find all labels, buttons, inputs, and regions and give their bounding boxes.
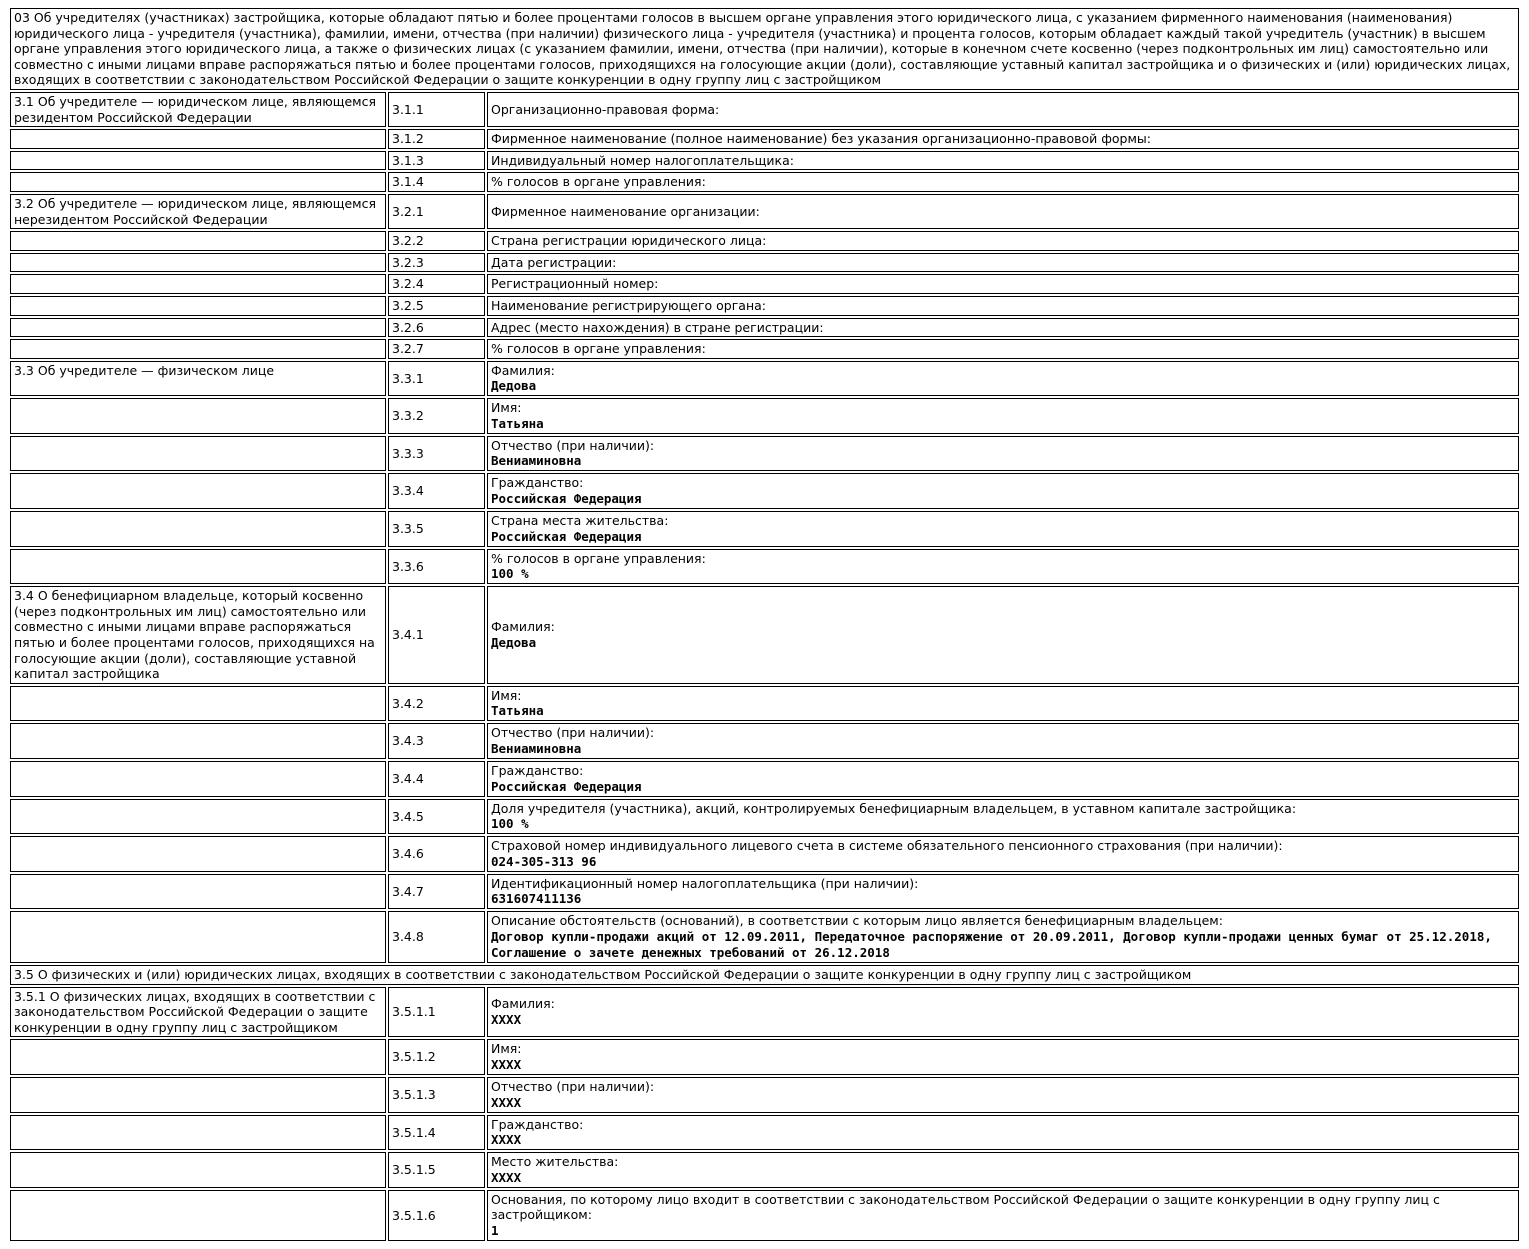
section-description-cell-empty: [10, 1115, 386, 1151]
field-value: XXXX: [491, 1169, 522, 1185]
table-row: [10, 231, 1519, 251]
field-label: Страна регистрации юридического лица:: [491, 233, 767, 249]
table-row: [10, 151, 1519, 171]
field-cell: [487, 339, 1519, 359]
field-cell: [487, 231, 1519, 251]
field-label: Фамилия:: [491, 619, 555, 635]
section-description-cell-empty: [10, 339, 386, 359]
section-description-cell: 3.3 Об учредителе — физическом лице: [10, 361, 386, 397]
field-value: Дедова: [491, 634, 537, 650]
field-label: Идентификационный номер налогоплательщика (при наличии):: [491, 875, 919, 891]
field-label: Имя:: [491, 400, 522, 416]
table-row: [10, 172, 1519, 192]
field-value: Российская Федерация: [491, 778, 642, 794]
section-description-cell-empty: [10, 436, 386, 472]
field-label: Фирменное наименование организации:: [491, 203, 760, 219]
item-number: 3.5.1.2: [388, 1039, 485, 1075]
section-description-cell-empty: [10, 253, 386, 273]
field-label: Отчество (при наличии):: [491, 1078, 655, 1094]
field-cell: [487, 799, 1519, 835]
field-value: 100 %: [491, 566, 529, 582]
field-value: Вениаминовна: [491, 741, 582, 756]
field-value: Договор купли-продажи акций от 12.09.2011, Передаточное распоряжение от 20.09.2011, Договор купли-продажи ценных бумаг от 25.12.2018, Соглашение о зачете денежных требований от 26.12.2018: [491, 928, 1492, 960]
table-row: [10, 1077, 1519, 1113]
table-row: [10, 253, 1519, 273]
section-description-cell-empty: [10, 874, 386, 910]
item-number: 3.5.1.3: [388, 1077, 485, 1113]
field-label: Страховой номер индивидуального лицевого счета в системе обязательного пенсионного страхования (при наличии):: [491, 838, 1283, 854]
field-cell: [487, 129, 1519, 149]
section-description-cell: 3.1 Об учредителе — юридическом лице, являющемся резидентом Российской Федерации: [10, 92, 386, 127]
field-label: Отчество (при наличии):: [491, 725, 655, 741]
section-description-cell-empty: [10, 799, 386, 835]
item-number: 3.2.1: [388, 194, 485, 229]
table-row: [10, 549, 1519, 585]
item-number: 3.2.6: [388, 318, 485, 338]
table-row: [10, 92, 1519, 127]
field-cell: [487, 1190, 1519, 1241]
item-number: 3.4.2: [388, 686, 485, 722]
field-cell: [487, 761, 1519, 797]
item-number: 3.5.1.1: [388, 987, 485, 1038]
section-description-cell-empty: [10, 318, 386, 338]
field-label: Гражданство:: [491, 1116, 584, 1132]
field-cell: [487, 987, 1519, 1038]
item-number: 3.3.5: [388, 511, 485, 547]
field-cell: [487, 473, 1519, 509]
item-number: 3.2.4: [388, 274, 485, 294]
field-cell: [487, 723, 1519, 759]
table-body: [10, 92, 1519, 1241]
field-cell: [487, 361, 1519, 397]
section-description-cell-empty: [10, 723, 386, 759]
field-label: Отчество (при наличии):: [491, 437, 655, 453]
table-row: [10, 339, 1519, 359]
section-description-cell-empty: [10, 836, 386, 872]
item-number: 3.5.1.6: [388, 1190, 485, 1241]
field-label: Основания, по которому лицо входит в соответствии с законодательством Российской Федерации о защите конкуренции в одну группу лиц с застройщиком:: [491, 1191, 1440, 1223]
field-label: Фамилия:: [491, 362, 555, 378]
field-label: % голосов в органе управления:: [491, 550, 706, 566]
section-description-cell-empty: [10, 911, 386, 963]
section-description-cell-empty: [10, 172, 386, 192]
table-header-row: [10, 8, 1519, 90]
section-description-cell-empty: [10, 1077, 386, 1113]
item-number: 3.4.7: [388, 874, 485, 910]
section-description-cell-empty: [10, 1039, 386, 1075]
section-description-cell-empty: [10, 151, 386, 171]
section-description-cell-empty: [10, 549, 386, 585]
field-cell: [487, 253, 1519, 273]
item-number: 3.2.5: [388, 296, 485, 316]
table-row: [10, 194, 1519, 229]
field-label: Гражданство:: [491, 763, 584, 778]
item-number: 3.1.2: [388, 129, 485, 149]
item-number: 3.3.2: [388, 398, 485, 434]
field-label: Имя:: [491, 1041, 522, 1057]
section-description-cell-empty: [10, 296, 386, 316]
table-row: [10, 436, 1519, 472]
field-cell: [487, 911, 1519, 963]
item-number: 3.2.7: [388, 339, 485, 359]
item-number: 3.1.1: [388, 92, 485, 127]
section-fullwidth-title: 3.5 О физических и (или) юридических лицах, входящих в соответствии с законодательством Российской Федерации о защите конкуренции в одну группу лиц с застройщиком: [10, 965, 1519, 985]
item-number: 3.1.4: [388, 172, 485, 192]
field-cell: [487, 194, 1519, 229]
section-03-header: 03 Об учредителях (участниках) застройщика, которые обладают пятью и более процентами голосов в высшем органе управления этого юридического лица, с указанием фирменного наименования (наименования) юридического лица - учредителя (участника), фамилии, имени, отчества (при наличии) физического лица - учредителя (участника) и процента голосов, которым обладает каждый такой учредитель (участник) в высшем органе управления этого юридического лица, а также о физических лицах (с указанием фамилии, имени, отчества (при наличии), которые в конечном счете косвенно (через подконтрольных им лиц) самостоятельно или совместно с иными лицами вправе распоряжаться пятью и более процентами голосов, приходящихся на голосующие акции (доли), составляющие уставный капитал застройщика и о физических и (или) юридических лицах, входящих в соответствии с законодательством Российской Федерации о защите конкуренции в одну группу лиц с застройщиком: [10, 8, 1519, 90]
item-number: 3.4.1: [388, 586, 485, 684]
table-row: [10, 965, 1519, 985]
item-number: 3.3.4: [388, 473, 485, 509]
table-row: [10, 1039, 1519, 1075]
field-label: Наименование регистрирующего органа:: [491, 297, 766, 313]
table-row: [10, 911, 1519, 963]
table-row: [10, 799, 1519, 835]
section-description-cell-empty: [10, 398, 386, 434]
field-value: Российская Федерация: [491, 528, 642, 544]
table-row: [10, 987, 1519, 1038]
section-description-cell-empty: [10, 231, 386, 251]
field-label: Гражданство:: [491, 475, 584, 491]
field-value: Дедова: [491, 378, 537, 394]
item-number: 3.3.6: [388, 549, 485, 585]
table-row: [10, 129, 1519, 149]
field-label: Описание обстоятельств (оснований), в соответствии с которым лицо является бенефициарным владельцем:: [491, 913, 1223, 929]
field-value: XXXX: [491, 1132, 522, 1148]
table-row: [10, 1190, 1519, 1241]
field-cell: [487, 172, 1519, 192]
field-cell: [487, 874, 1519, 910]
field-cell: [487, 92, 1519, 127]
table-row: [10, 586, 1519, 684]
section-description-cell: 3.2 Об учредителе — юридическом лице, являющемся нерезидентом Российской Федерации: [10, 194, 386, 229]
section-description-cell-empty: [10, 511, 386, 547]
section-description-cell-empty: [10, 473, 386, 509]
section-description-cell-empty: [10, 1190, 386, 1241]
table-row: [10, 274, 1519, 294]
table-row: [10, 398, 1519, 434]
section-description-cell: 3.4 О бенефициарном владельце, который косвенно (через подконтрольных им лиц) самостоятельно или совместно с иными лицами вправе распоряжаться пятью и более процентами голосов, приходящихся на голосующие акции (доли), составляющие уставной капитал застройщика: [10, 586, 386, 684]
declaration-page: [8, 6, 1521, 1243]
field-label: % голосов в органе управления:: [491, 174, 706, 190]
item-number: 3.4.3: [388, 723, 485, 759]
table-row: [10, 511, 1519, 547]
item-number: 3.5.1.5: [388, 1152, 485, 1188]
item-number: 3.4.4: [388, 761, 485, 797]
field-value: XXXX: [491, 1094, 522, 1110]
table-row: [10, 686, 1519, 722]
field-value: XXXX: [491, 1056, 522, 1072]
table-row: [10, 296, 1519, 316]
field-cell: [487, 586, 1519, 684]
field-value: 1: [491, 1222, 499, 1238]
field-label: Индивидуальный номер налогоплательщика:: [491, 152, 794, 168]
table-row: [10, 723, 1519, 759]
table-row: [10, 874, 1519, 910]
item-number: 3.5.1.4: [388, 1115, 485, 1151]
table-row: [10, 473, 1519, 509]
table-row: [10, 1115, 1519, 1151]
section-description-cell-empty: [10, 761, 386, 797]
field-cell: [487, 318, 1519, 338]
field-label: Доля учредителя (участника), акций, контролируемых бенефициарным владельцем, в уставном капитале застройщика:: [491, 800, 1297, 816]
field-cell: [487, 274, 1519, 294]
table-row: [10, 361, 1519, 397]
field-cell: [487, 1115, 1519, 1151]
table-row: [10, 761, 1519, 797]
field-label: Имя:: [491, 687, 522, 703]
section-description-cell-empty: [10, 686, 386, 722]
item-number: 3.2.3: [388, 253, 485, 273]
field-cell: [487, 296, 1519, 316]
field-value: 631607411136: [491, 891, 582, 907]
table-row: [10, 1152, 1519, 1188]
field-label: Место жительства:: [491, 1154, 619, 1170]
field-cell: [487, 1077, 1519, 1113]
item-number: 3.1.3: [388, 151, 485, 171]
item-number: 3.4.5: [388, 799, 485, 835]
table-row: [10, 318, 1519, 338]
founders-declaration-table: [8, 6, 1521, 1243]
field-cell: [487, 398, 1519, 434]
section-description-cell: 3.5.1 О физических лицах, входящих в соответствии с законодательством Российской Федерации о защите конкуренции в одну группу лиц с застройщиком: [10, 987, 386, 1038]
section-description-cell-empty: [10, 1152, 386, 1188]
field-value: XXXX: [491, 1011, 522, 1027]
field-label: Страна места жительства:: [491, 513, 669, 529]
field-label: Фирменное наименование (полное наименование) без указания организационно-правовой формы:: [491, 131, 1152, 147]
item-number: 3.3.1: [388, 361, 485, 397]
field-label: Дата регистрации:: [491, 254, 617, 270]
field-label: % голосов в органе управления:: [491, 341, 706, 357]
field-cell: [487, 511, 1519, 547]
item-number: 3.4.6: [388, 836, 485, 872]
field-cell: [487, 836, 1519, 872]
field-label: Фамилия:: [491, 996, 555, 1012]
field-value: Российская Федерация: [491, 491, 642, 507]
item-number: 3.2.2: [388, 231, 485, 251]
field-label: Адрес (место нахождения) в стране регистрации:: [491, 319, 824, 335]
section-description-cell-empty: [10, 129, 386, 149]
field-value: Татьяна: [491, 703, 544, 719]
field-cell: [487, 151, 1519, 171]
field-value: 024-305-313 96: [491, 853, 597, 869]
field-cell: [487, 436, 1519, 472]
field-cell: [487, 1152, 1519, 1188]
field-label: Регистрационный номер:: [491, 276, 659, 292]
item-number: 3.3.3: [388, 436, 485, 472]
field-cell: [487, 1039, 1519, 1075]
section-description-cell-empty: [10, 274, 386, 294]
field-label: Организационно-правовая форма:: [491, 101, 720, 117]
field-value: 100 %: [491, 816, 529, 832]
field-value: Вениаминовна: [491, 453, 582, 469]
field-cell: [487, 549, 1519, 585]
table-row: [10, 836, 1519, 872]
field-value: Татьяна: [491, 415, 544, 431]
field-cell: [487, 686, 1519, 722]
item-number: 3.4.8: [388, 911, 485, 963]
